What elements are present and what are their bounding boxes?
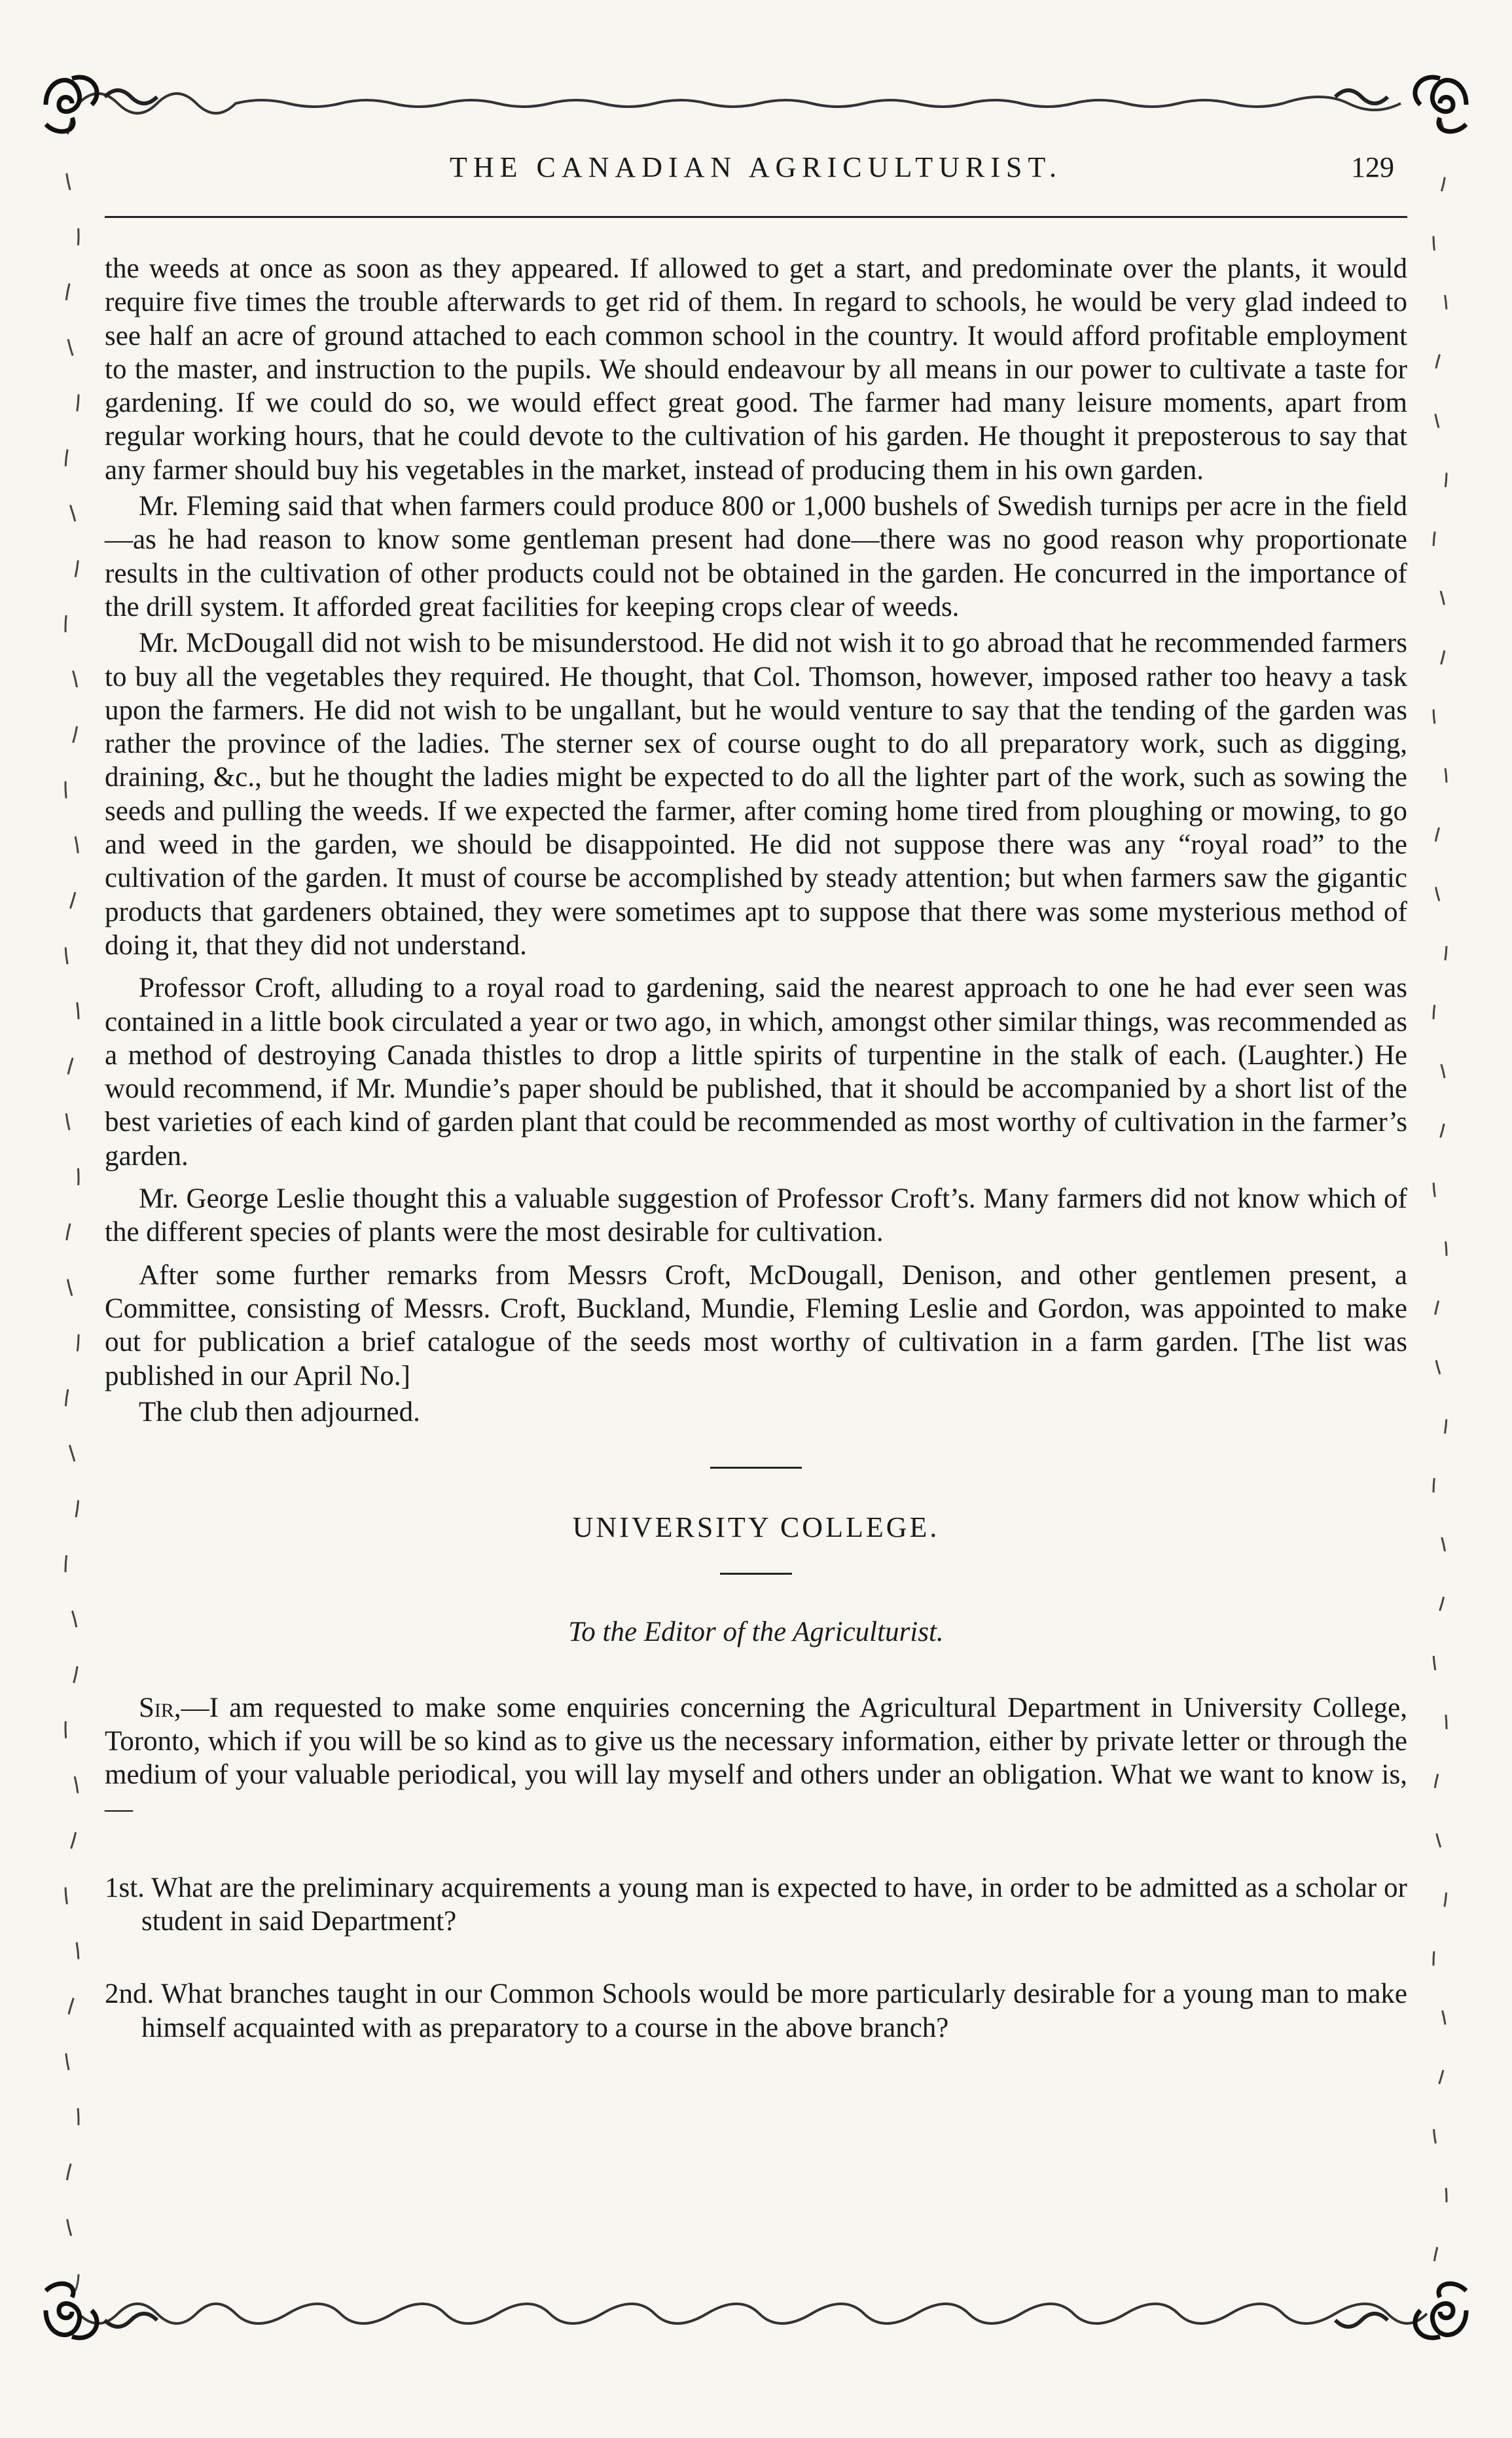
ornament-corner-icon <box>33 2271 111 2350</box>
ornament-corner-icon <box>1401 65 1479 144</box>
paragraph: Mr. McDougall did not wish to be misunderstood. He did not wish it to go abroad that he recommended farmers to buy all the vegetables they required. He thought, that Col. Thomson, however, imposed rather too heavy a task upon the farmers. He did not wish to be ungallant, but he would venture to say that the tending of the garden was rather the province of the ladies. The sterner sex of course ought to do all preparatory work, such as digging, draining, &c., but he thought the ladies might be expected to do all the lighter part of the work, such as sowing the seeds and pulling the weeds. If we expected the farmer, after coming home tired from ploughing or mowing, to go and weed in the garden, we should be disappointed. He did not suppose there was any “royal road” to the cultivation of the garden. It must of course be accomplished by steady attention; but when farmers saw the gigantic products that gardeners obtained, they were sometimes apt to suppose that there was some mysterious method of doing it, that they did not understand. <box>105 628 1407 961</box>
ornamental-border-right <box>1420 118 1460 2297</box>
question-item: 1st. What are the preliminary acquirements a young man is expected to have, in order to be admitted as a scholar or student in said Department? <box>105 1872 1407 1937</box>
letter-paragraph <box>105 1691 1407 1825</box>
ornamental-border-bottom <box>39 2294 1473 2340</box>
page-number: 129 <box>1351 151 1394 183</box>
paragraph: After some further remarks from Messrs Croft, McDougall, Denison, and other gentlemen present, a Committee, consisting of Messrs. Croft, Buckland, Mundie, Fleming Leslie and Gordon, was appointed to make out for publication a brief catalogue of the seeds most worthy of cultivation in a farm garden. [The list was published in our April No.] <box>105 1259 1407 1391</box>
paragraph: Mr. George Leslie thought this a valuable suggestion of Professor Croft’s. Many farmers did not know which of the different species of plants were the most desirable for cultivation. <box>105 1183 1407 1248</box>
salutation: To the Editor of the Agriculturist. <box>568 1617 944 1648</box>
ornament-corner-icon <box>33 65 111 144</box>
section-divider <box>720 1573 792 1575</box>
paragraph: the weeds at once as soon as they appeared. If allowed to get a start, and predominate over the plants, it would require five times the trouble afterwards to get rid of them. In regard to schools, he would be very glad indeed to see half an acre of ground attached to each common school in the country. It would afford profitable employment to the master, and instruction to the pupils. We should endeavour by all means in our power to cultivate a taste for gardening. If we could do so, we would effect great good. The farmer had many leisure moments, apart from regular working hours, that he could devote to the cultivation of his garden. He thought it preposterous to say that any farmer should buy his vegetables in the market, instead of producing them in his own garden. <box>105 253 1407 486</box>
letter-opening: Sir, <box>139 1692 181 1723</box>
question-item: 2nd. What branches taught in our Common Schools would be more particularly desirable for a young man to make himself acquainted with as preparatory to a course in the above branch? <box>105 1979 1407 2043</box>
section-title: UNIVERSITY COLLEGE. <box>572 1511 940 1544</box>
paragraph: Mr. Fleming said that when farmers could produce 800 or 1,000 bushels of Swedish turnips per acre in the field—as he had reason to know some gentleman present had done—there was no good reason why proportionate results in the cultivation of other products could not be obtained in the garden. He concurred in the importance of the drill system. It afforded great facilities for keeping crops clear of weeds. <box>105 491 1407 622</box>
letter-body: —I am requested to make some enquiries concerning the Agricultural Department in University College, Toronto, which if you will be so kind as to give us the necessary information, either by private letter or through the medium of your valuable periodical, you will lay myself and others under an obligation. What we want to know is,— <box>105 1692 1407 1824</box>
header-rule <box>105 216 1407 218</box>
page-header <box>105 151 1407 203</box>
section-divider <box>710 1467 802 1469</box>
article-body <box>105 252 1407 2047</box>
paragraph: The club then adjourned. <box>139 1396 420 1427</box>
ornament-corner-icon <box>1401 2271 1479 2350</box>
running-title: THE CANADIAN AGRICULTURIST. <box>450 151 1062 183</box>
ornamental-border-top <box>39 77 1473 123</box>
ornamental-border-left <box>52 118 92 2297</box>
paragraph: Professor Croft, alluding to a royal road to gardening, said the nearest approach to one he had ever seen was contained in a little book circulated a year or two ago, in which, amongst other similar things, was recommended as a method of destroying Canada thistles to drop a little spirits of turpentine in the stalk of each. (Laughter.) He would recommend, if Mr. Mundie’s paper should be published, that it should be accompanied by a short list of the best varieties of each kind of garden plant that could be recommended as most worthy of cultivation in the farmer’s garden. <box>105 973 1407 1172</box>
